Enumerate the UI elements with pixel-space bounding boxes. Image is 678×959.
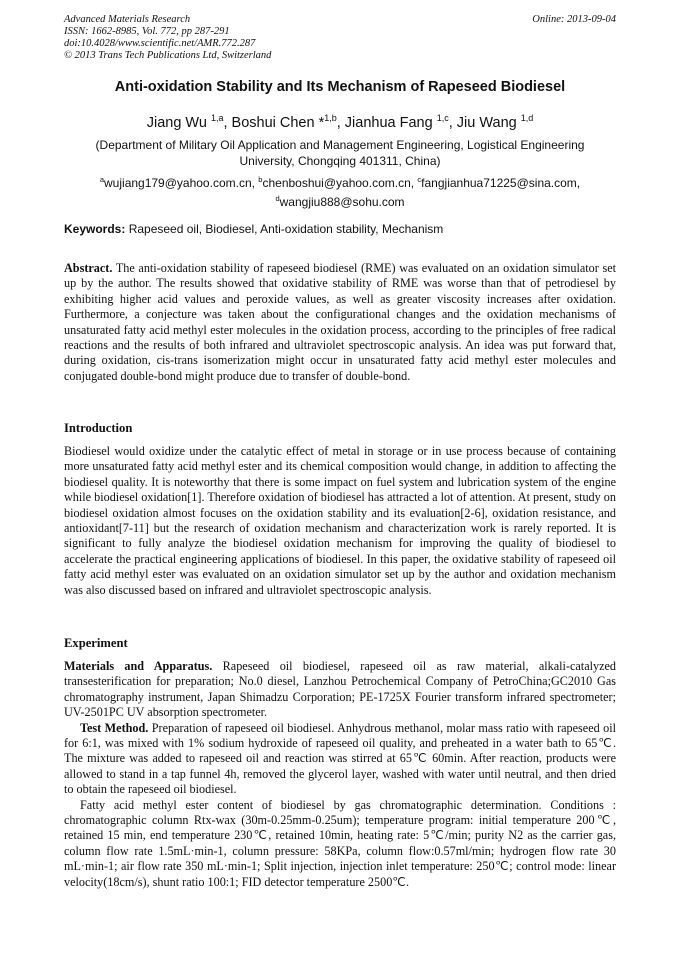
paper-title: Anti-oxidation Stability and Its Mechanism of Rapeseed Biodiesel	[114, 79, 566, 95]
introduction-text: Biodiesel would oxidize under the catalytic effect of metal in storage or in use process because of containing more unsaturated fatty acid methyl ester and its chemical composition would change, in addition to affecting the biodiesel quality. It is noteworthy that there is some impact on fuel system and lubrication system of the engine while biodiesel oxidation[1]. Therefore oxidation of biodiesel has attracted a lot of attention. At present, study on biodiesel oxidation almost focuses on the oxidation stability and its evaluation[2-6], oxidation resistance, and antioxidant[7-11] but the research of oxidation mechanism and characterization work is rarely reported. It is significant to fully analyze the biodiesel oxidation mechanism for improving the quality of biodiesel to accelerate the practical engineering applications of biodiesel. In this paper, the oxidative stability of rapeseed oil fatty acid methyl ester was evaluated on an oxidation simulator set up by the author and oxidation mechanism was also discussed based on infrared and ultraviolet spectroscopic analysis.	[64, 444, 616, 597]
abstract-text: The anti-oxidation stability of rapeseed biodiesel (RME) was evaluated on an oxidation simulator set up by the author. The results showed that oxidative stability of RME was worse than that of petrodiesel by exhibiting higher acid values and peroxide values, as well as greater viscosity increases after oxidation. Furthermore, a conjecture was taken about the configurational changes and the oxidation mechanisms of unsaturated fatty acid methyl ester molecules in the oxidation process, according to the principles of free radical reactions and the results of both infrared and ultraviolet spectroscopic analysis. An idea was put forward that, during oxidation, cis-trans isomerization might occur in unsaturated fatty acid methyl ester molecules and conjugated double-bond might produce due to transfer of double-bond.	[64, 261, 616, 383]
online-date: Online: 2013-09-04	[532, 14, 616, 25]
materials-label: Materials and Apparatus.	[64, 659, 213, 673]
email-mark: a	[99, 175, 105, 184]
gc-paragraph: Fatty acid methyl ester content of biodiesel by gas chromatographic determination. Conditions : chromatographic column Rtx-wax (30m-0.25mm-0.25um); temperature program: initial temperature 200℃, retained 15 min, end temperature 230℃, retained 10min, heating rate: 5℃/min; purity N2 as the carrier gas, column flow rate 1.5mL·min-1, column pressure: 58KPa, column flow:0.57ml/min; hydrogen flow rate 30 mL·min-1; air flow rate 350 mL·min-1; Split injection, injection inlet temperature: 250℃; control mode: linear velocity(18cm/s), shunt ratio 100:1; FID detector temperature 2500℃.	[64, 797, 616, 889]
author-name: , Jianhua Fang	[336, 114, 437, 131]
author-name: Jiang Wu	[146, 114, 211, 131]
email-address: wangjiu888@sohu.com	[279, 195, 405, 209]
author-emails	[84, 172, 596, 210]
keywords-label: Keywords:	[64, 222, 126, 236]
experiment-section	[64, 659, 616, 890]
author-affil-mark: 1,a	[210, 113, 224, 123]
test-method-text: Preparation of rapeseed oil biodiesel. Anhydrous methanol, molar mass ratio with rapeseed oil for 6:1, was mixed with 1% sodium hydroxide of rapeseed oil quality, and preheated in a water bath to 65℃. The mixture was added to rapeseed oil and reaction was stirred at 65℃ 60min. After reaction, products were allowed to stand in a tap funnel 4h, removed the glycerol layer, washed with water until neutral, and then dried to obtain the rapeseed oil biodiesel.	[64, 720, 616, 797]
issn-line: ISSN: 1662-8985, Vol. 772, pp 287-291	[64, 26, 230, 37]
test-method-paragraph	[64, 721, 616, 798]
email-address: wujiang179@yahoo.com.cn,	[104, 176, 259, 190]
introduction-heading: Introduction	[64, 421, 133, 435]
author-affil-mark: 1,b	[324, 113, 337, 123]
affiliation: (Department of Military Oil Application and Management Engineering, Logistical Engineering University, Chongqing 401311, China)	[95, 138, 585, 168]
email-mark: c	[417, 175, 422, 184]
keywords	[64, 222, 616, 236]
author-affil-mark: 1,d	[520, 113, 534, 123]
journal-header	[64, 14, 616, 62]
doi-line: doi:10.4028/www.scientific.net/AMR.772.287	[64, 38, 256, 49]
email-mark: b	[258, 175, 263, 184]
materials-text: Rapeseed oil biodiesel, rapeseed oil as raw material, alkali-catalyzed transesterification for preparation; No.0 diesel, Lanzhou Petrochemical Company of PetroChina;GC2010 Gas chromatography instrument, Japan Shimadzu Corporation; PE-1725X Fourier transform infrared spectrometer; UV-2501PC UV absorption spectrometer.	[64, 659, 616, 720]
copyright-line: © 2013 Trans Tech Publications Ltd, Switzerland	[64, 50, 272, 61]
author-list	[64, 113, 616, 131]
abstract-label: Abstract.	[64, 261, 113, 275]
test-method-label: Test Method.	[80, 720, 149, 735]
email-address: chenboshui@yahoo.com.cn,	[262, 176, 418, 190]
author-name: , Jiu Wang	[448, 114, 521, 131]
keywords-text: Rapeseed oil, Biodiesel, Anti-oxidation stability, Mechanism	[125, 222, 444, 236]
email-mark: d	[275, 194, 280, 203]
abstract	[64, 261, 616, 384]
author-affil-mark: 1,c	[436, 113, 449, 123]
materials-paragraph	[64, 659, 616, 721]
experiment-heading: Experiment	[64, 636, 128, 650]
email-address: fangjianhua71225@sina.com,	[421, 176, 581, 190]
author-name: , Boshui Chen *	[223, 114, 325, 131]
journal-name: Advanced Materials Research	[64, 14, 191, 25]
